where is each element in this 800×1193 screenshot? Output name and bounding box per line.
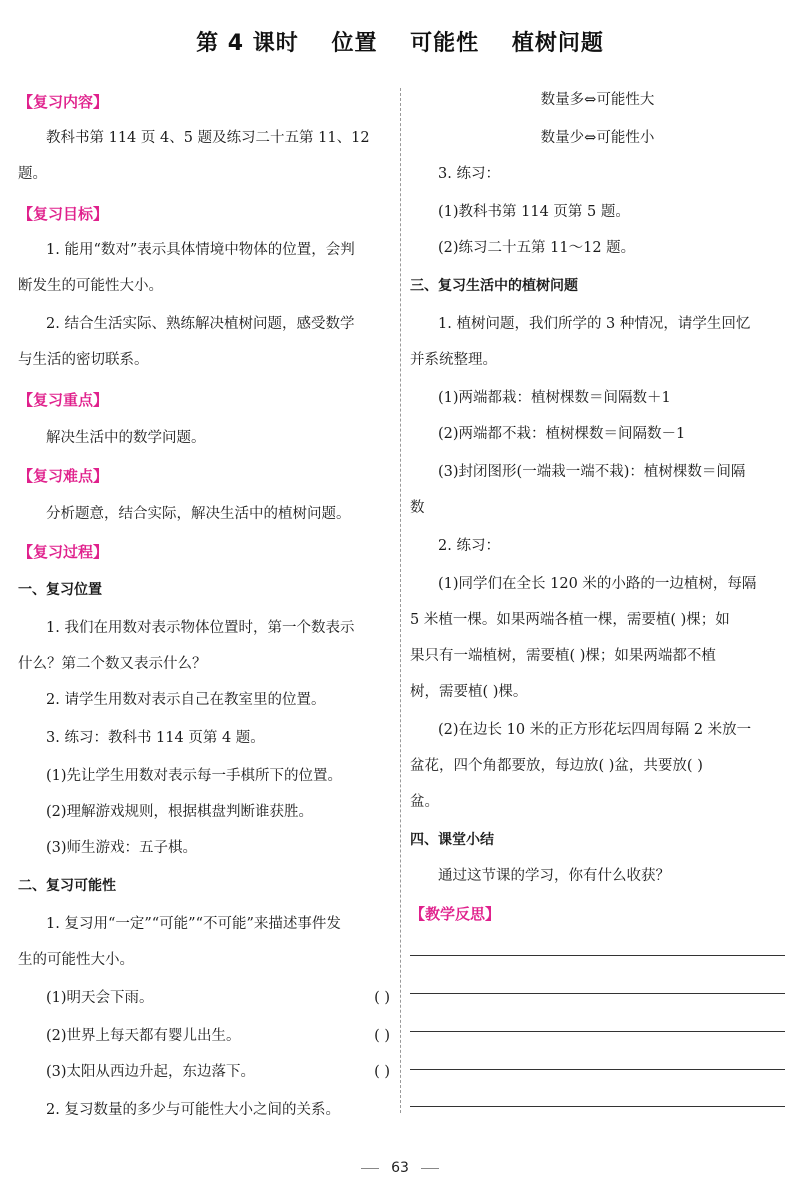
tree-q1-3-line-1: (3)封闭图形(一端栽一端不栽)：植树棵数＝间隔	[438, 464, 746, 480]
possibility-q1-2-text: (2)世界上每天都有婴儿出生。	[46, 1028, 241, 1044]
title-tree-planting: 植树问题	[511, 31, 604, 56]
tree-q2-2-line-1: (2)在边长 10 米的正方形花坛四周每隔 2 米放一	[438, 722, 752, 738]
difficult-line: 分析题意，结合实际，解决生活中的植树问题。	[46, 506, 351, 522]
tag-review-goal: 【复习目标】	[18, 205, 109, 223]
reflection-line-1[interactable]	[410, 955, 785, 956]
heading-summary: 四、课堂小结	[410, 832, 494, 848]
title-position: 位置	[331, 31, 378, 56]
tree-q2-1-line-2: 5 米植一棵。如果两端各植一棵，需要植( )棵；如	[410, 612, 730, 628]
tree-q2-2-line-2: 盆花，四个角都要放，每边放( )盆，共要放( )	[410, 758, 703, 774]
reflection-line-4[interactable]	[410, 1069, 785, 1070]
relation-less: 数量少⇔可能性小	[540, 130, 655, 146]
answer-paren-2[interactable]: ( )	[374, 1028, 390, 1044]
heading-review-possibility: 二、复习可能性	[18, 878, 116, 894]
possibility-q1-line-1: 1. 复习用“一定”“可能”“不可能”来描述事件发	[46, 916, 341, 932]
tree-q1-2: (2)两端都不栽：植树棵数＝间隔数－1	[438, 426, 686, 442]
page-title	[0, 26, 800, 57]
possibility-q1-3	[18, 1062, 390, 1082]
summary-line: 通过这节课的学习，你有什么收获？	[438, 868, 670, 884]
tree-q1-line-1: 1. 植树问题，我们所学的 3 种情况，请学生回忆	[438, 316, 751, 332]
tag-review-content: 【复习内容】	[18, 93, 109, 111]
goal1-line-2: 断发生的可能性大小。	[18, 278, 163, 294]
tree-q2-1-line-1: (1)同学们在全长 120 米的小路的一边植树，每隔	[438, 576, 757, 592]
footer-dash-left	[361, 1168, 379, 1169]
column-divider	[400, 88, 401, 1113]
relation-more: 数量多⇔可能性大	[540, 92, 655, 108]
tree-q1-line-2: 并系统整理。	[410, 352, 497, 368]
possibility-q3: 3. 练习：	[438, 166, 500, 182]
tree-q1-3-line-2: 数	[410, 500, 425, 516]
position-q1-line-2: 什么？第二个数又表示什么？	[18, 656, 207, 672]
position-q1-line-1: 1. 我们在用数对表示物体位置时，第一个数表示	[46, 620, 355, 636]
reflection-line-3[interactable]	[410, 1031, 785, 1032]
goal1-line-1: 1. 能用“数对”表示具体情境中物体的位置，会判	[46, 242, 355, 258]
position-q3-2: (2)理解游戏规则，根据棋盘判断谁获胜。	[46, 804, 314, 820]
possibility-q2: 2. 复习数量的多少与可能性大小之间的关系。	[46, 1102, 340, 1118]
page-footer	[0, 1160, 800, 1176]
tree-q2-1-line-4: 树，需要植( )棵。	[410, 684, 528, 700]
goal2-line-1: 2. 结合生活实际、熟练解决植树问题，感受数学	[46, 316, 355, 332]
tree-q2-1-line-3: 果只有一端植树，需要植( )棵；如果两端都不植	[410, 648, 716, 664]
position-q3-3: (3)师生游戏：五子棋。	[46, 840, 198, 856]
possibility-q1-3-text: (3)太阳从西边升起，东边落下。	[46, 1064, 256, 1080]
possibility-q1-1	[18, 988, 390, 1008]
content-line-2: 题。	[18, 166, 47, 182]
title-lesson: 第 4 课时	[196, 31, 299, 56]
position-q3: 3. 练习：教科书 114 页第 4 题。	[46, 730, 265, 746]
content-line-1: 教科书第 114 页 4、5 题及练习二十五第 11、12	[46, 130, 370, 146]
reflection-line-2[interactable]	[410, 993, 785, 994]
answer-paren-1[interactable]: ( )	[374, 990, 390, 1006]
answer-paren-3[interactable]: ( )	[374, 1064, 390, 1080]
title-possibility: 可能性	[410, 31, 480, 56]
heading-review-position: 一、复习位置	[18, 582, 102, 598]
heading-tree-planting: 三、复习生活中的植树问题	[410, 278, 578, 294]
page-number: 63	[391, 1160, 409, 1176]
tag-review-process: 【复习过程】	[18, 543, 109, 561]
possibility-q1-2	[18, 1026, 390, 1046]
footer-dash-right	[421, 1168, 439, 1169]
position-q2: 2. 请学生用数对表示自己在教室里的位置。	[46, 692, 326, 708]
tree-q2: 2. 练习：	[438, 538, 500, 554]
tag-review-key: 【复习重点】	[18, 391, 109, 409]
tag-teaching-reflection: 【教学反思】	[410, 905, 501, 923]
possibility-q3-2: (2)练习二十五第 11～12 题。	[438, 240, 636, 256]
tree-q1-1: (1)两端都栽：植树棵数＝间隔数＋1	[438, 390, 671, 406]
tree-q2-2-line-3: 盆。	[410, 794, 439, 810]
tag-review-difficult: 【复习难点】	[18, 467, 109, 485]
reflection-line-5[interactable]	[410, 1106, 785, 1107]
key-line: 解决生活中的数学问题。	[46, 430, 206, 446]
position-q3-1: (1)先让学生用数对表示每一手棋所下的位置。	[46, 768, 343, 784]
possibility-q3-1: (1)教科书第 114 页第 5 题。	[438, 204, 630, 220]
possibility-q1-1-text: (1)明天会下雨。	[46, 990, 154, 1006]
goal2-line-2: 与生活的密切联系。	[18, 352, 149, 368]
possibility-q1-line-2: 生的可能性大小。	[18, 952, 134, 968]
